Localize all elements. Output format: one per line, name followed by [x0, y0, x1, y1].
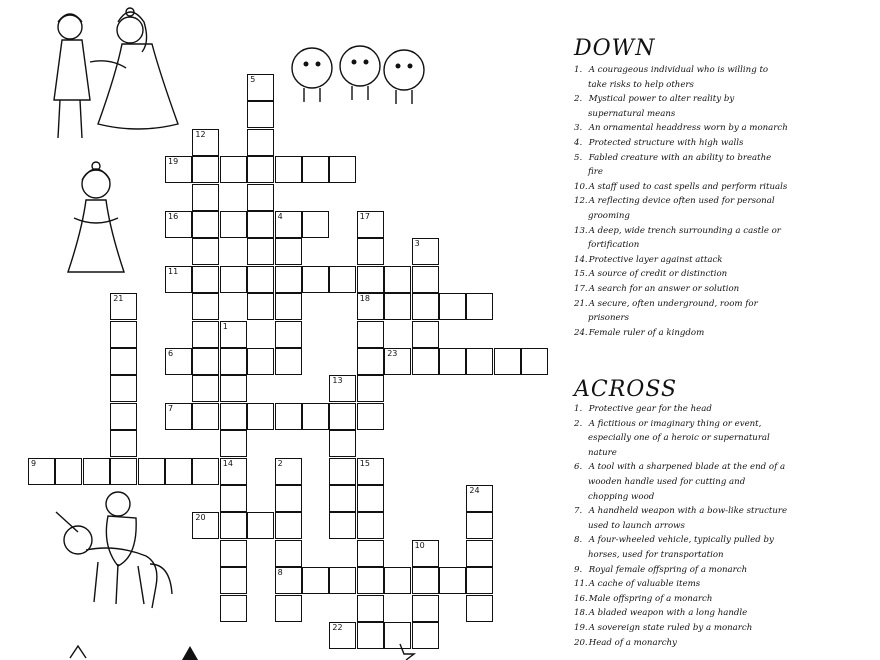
clue-text: A bladed weapon with a long handle: [586, 608, 748, 619]
grid-cell[interactable]: [220, 512, 247, 539]
grid-cell[interactable]: [384, 293, 411, 320]
grid-cell[interactable]: [55, 458, 82, 485]
grid-cell[interactable]: [220, 375, 247, 402]
clue-number: 3.: [574, 123, 583, 134]
across-clue: [574, 592, 788, 607]
across-clue: [574, 417, 788, 461]
across-clue: [574, 636, 788, 651]
clue-number: 2.: [574, 418, 583, 429]
clue-text: Protected structure with high walls: [586, 137, 744, 148]
down-clue: [574, 267, 788, 282]
grid-cell[interactable]: [192, 156, 219, 183]
grid-cell[interactable]: [329, 512, 356, 539]
clue-number: 8.: [574, 535, 583, 546]
bottom-decorations: [60, 640, 420, 660]
grid-cell[interactable]: [220, 321, 247, 348]
grid-cell[interactable]: [220, 485, 247, 512]
cell-number: 5: [250, 75, 256, 84]
clue-text: A four-wheeled vehicle, typically pulled by horses, used for transportation: [586, 535, 774, 560]
clue-number: 5.: [574, 152, 583, 163]
across-clue: [574, 606, 788, 621]
clue-number: 9.: [574, 564, 583, 575]
across-heading: ACROSS: [574, 377, 678, 402]
grid-cell[interactable]: [275, 512, 302, 539]
grid-cell[interactable]: [275, 403, 302, 430]
grid-cell[interactable]: [329, 403, 356, 430]
grid-cell[interactable]: [138, 458, 165, 485]
clue-text: Mystical power to alter reality by supernatural means: [586, 94, 735, 119]
clue-text: Protective layer against attack: [586, 254, 723, 265]
grid-cell[interactable]: [302, 211, 329, 238]
grid-cell[interactable]: [275, 238, 302, 265]
cell-number: 13: [332, 376, 343, 386]
grid-cell[interactable]: [466, 512, 493, 539]
grid-cell[interactable]: [357, 403, 384, 430]
grid-cell[interactable]: [357, 458, 384, 485]
grid-cell[interactable]: [357, 266, 384, 293]
grid-cell[interactable]: [220, 266, 247, 293]
grid-cell[interactable]: [357, 375, 384, 402]
clue-number: 12.: [574, 196, 588, 207]
unicorn-princess-illustration: [48, 484, 178, 614]
cell-number: 16: [168, 212, 179, 221]
grid-cell[interactable]: [521, 348, 548, 375]
grid-cell[interactable]: [220, 403, 247, 430]
down-clue: [574, 136, 788, 151]
grid-cell[interactable]: [110, 348, 137, 375]
grid-cell[interactable]: [357, 595, 384, 622]
grid-cell[interactable]: [110, 293, 137, 320]
clue-text: Fabled creature with an ability to breathe fire: [586, 152, 772, 178]
cell-number: 14: [222, 458, 233, 468]
across-clue: [574, 563, 788, 578]
grid-cell[interactable]: [165, 403, 192, 430]
clue-number: 1.: [574, 404, 583, 414]
grid-cell[interactable]: [110, 458, 137, 485]
clue-number: 15.: [574, 269, 588, 280]
down-clue: [574, 253, 788, 268]
grid-cell[interactable]: [412, 238, 439, 265]
grid-cell[interactable]: [329, 266, 356, 293]
grid-cell[interactable]: [439, 293, 466, 320]
clue-number: 16.: [574, 593, 588, 604]
clue-text: A tool with a sharpened blade at the end of a wooden handle used for cutting and chopping wood: [586, 462, 786, 502]
grid-cell[interactable]: [247, 266, 274, 293]
clue-number: 18.: [574, 608, 588, 619]
cell-number: 19: [168, 157, 179, 167]
grid-cell[interactable]: [357, 512, 384, 539]
clue-text: A reflecting device often used for personal grooming: [586, 196, 775, 221]
grid-cell[interactable]: [329, 430, 356, 457]
grid-cell[interactable]: [192, 403, 219, 430]
down-heading: DOWN: [574, 36, 656, 61]
grid-cell[interactable]: [384, 348, 411, 375]
cell-number: 7: [168, 403, 174, 413]
grid-cell[interactable]: [83, 458, 110, 485]
grid-cell[interactable]: [247, 211, 274, 238]
grid-cell[interactable]: [220, 211, 247, 238]
grid-cell[interactable]: [412, 293, 439, 320]
cell-number: 1: [222, 321, 228, 331]
clue-number: 10.: [574, 181, 588, 192]
grid-cell[interactable]: [165, 211, 192, 238]
down-clue: [574, 180, 788, 195]
clue-number: 24.: [574, 327, 588, 338]
cell-number: 8: [277, 568, 283, 578]
grid-cell[interactable]: [275, 458, 302, 485]
grid-cell[interactable]: [439, 348, 466, 375]
grid-cell[interactable]: [275, 567, 302, 594]
clue-text: A fictitious or imaginary thing or event, especially one of a heroic or supernatural nature: [586, 418, 770, 458]
clue-number: 4.: [574, 137, 583, 148]
cell-number: 17: [359, 212, 370, 221]
princess-illustration: [64, 158, 128, 283]
grid-cell[interactable]: [412, 321, 439, 348]
down-clue: [574, 63, 788, 92]
grid-cell[interactable]: [247, 348, 274, 375]
clue-text: Male offspring of a monarch: [586, 593, 713, 604]
grid-cell[interactable]: [329, 485, 356, 512]
across-clue: [574, 504, 788, 533]
clue-number: 14.: [574, 254, 588, 265]
grid-cell[interactable]: [357, 567, 384, 594]
grid-cell[interactable]: [466, 485, 493, 512]
grid-cell[interactable]: [165, 458, 192, 485]
grid-cell[interactable]: [329, 567, 356, 594]
grid-cell[interactable]: [247, 184, 274, 211]
across-clue: [574, 621, 788, 636]
grid-cell[interactable]: [192, 238, 219, 265]
grid-cell[interactable]: [220, 567, 247, 594]
clue-number: 13.: [574, 225, 588, 236]
across-clue-list: [574, 402, 874, 650]
grid-cell[interactable]: [357, 293, 384, 320]
down-clue-list: [574, 63, 874, 340]
grid-cell[interactable]: [275, 321, 302, 348]
grid-cell[interactable]: [247, 293, 274, 320]
grid-cell[interactable]: [357, 211, 384, 238]
grid-cell[interactable]: [110, 375, 137, 402]
clue-text: Head of a monarchy: [586, 637, 677, 648]
grid-cell[interactable]: [275, 211, 302, 238]
grid-cell[interactable]: [466, 293, 493, 320]
grid-cell[interactable]: [275, 540, 302, 567]
grid-cell[interactable]: [302, 156, 329, 183]
grid-cell[interactable]: [466, 567, 493, 594]
down-clue: [574, 297, 788, 326]
cell-number: 23: [387, 349, 398, 358]
clue-text: Female ruler of a kingdom: [586, 327, 705, 338]
grid-cell[interactable]: [275, 293, 302, 320]
grid-cell[interactable]: [192, 375, 219, 402]
grid-cell[interactable]: [466, 540, 493, 567]
grid-cell[interactable]: [192, 129, 219, 156]
clue-text: Royal female offspring of a monarch: [586, 564, 748, 575]
clue-text: A sovereign state ruled by a monarch: [586, 622, 753, 633]
grid-cell[interactable]: [247, 512, 274, 539]
clue-text: An ornamental headdress worn by a monarch: [586, 123, 788, 134]
grid-cell[interactable]: [110, 321, 137, 348]
cell-number: 15: [359, 458, 370, 468]
down-clues: [574, 36, 874, 340]
grid-cell[interactable]: [412, 266, 439, 293]
cell-number: 21: [113, 294, 124, 304]
grid-cell[interactable]: [357, 348, 384, 375]
down-clue: [574, 326, 788, 341]
grid-cell[interactable]: [220, 595, 247, 622]
grid-cell[interactable]: [329, 375, 356, 402]
grid-cell[interactable]: [329, 156, 356, 183]
clue-text: A handheld weapon with a bow-like structure used to launch arrows: [586, 506, 788, 531]
grid-cell[interactable]: [110, 403, 137, 430]
grid-cell[interactable]: [192, 211, 219, 238]
clue-text: A deep, wide trench surrounding a castle or fortification: [586, 225, 781, 251]
down-clue: [574, 92, 788, 121]
grid-cell[interactable]: [439, 567, 466, 594]
grid-cell[interactable]: [412, 595, 439, 622]
down-clue: [574, 282, 788, 297]
clue-text: A source of credit or distinction: [586, 269, 728, 280]
grid-cell[interactable]: [275, 156, 302, 183]
cell-number: 9: [31, 458, 37, 468]
grid-cell[interactable]: [220, 348, 247, 375]
chicks-illustration: [282, 36, 437, 111]
grid-cell[interactable]: [329, 458, 356, 485]
across-clues: [574, 377, 874, 650]
clue-text: A cache of valuable items: [586, 579, 701, 590]
clue-number: 19.: [574, 622, 588, 633]
grid-cell[interactable]: [302, 403, 329, 430]
down-clue: [574, 151, 788, 180]
grid-cell[interactable]: [192, 458, 219, 485]
grid-cell[interactable]: [275, 595, 302, 622]
across-clue: [574, 533, 788, 562]
clue-number: 2.: [574, 94, 583, 105]
clue-text: A secure, often underground, room for prisoners: [586, 298, 758, 324]
cell-number: 22: [332, 623, 343, 632]
grid-cell[interactable]: [247, 403, 274, 430]
clue-number: 17.: [574, 283, 588, 294]
grid-cell[interactable]: [110, 430, 137, 457]
grid-cell[interactable]: [384, 567, 411, 594]
cell-number: 10: [414, 540, 425, 550]
clue-number: 7.: [574, 506, 583, 517]
grid-cell[interactable]: [275, 266, 302, 293]
down-clue: [574, 121, 788, 136]
cell-number: 11: [168, 266, 179, 276]
clue-number: 1.: [574, 65, 583, 75]
cell-number: 3: [414, 239, 420, 249]
grid-cell[interactable]: [494, 348, 521, 375]
down-clue: [574, 194, 788, 223]
grid-cell[interactable]: [247, 156, 274, 183]
grid-cell[interactable]: [275, 485, 302, 512]
cell-number: 20: [195, 513, 206, 523]
cell-number: 6: [168, 349, 174, 358]
grid-cell[interactable]: [220, 540, 247, 567]
grid-cell[interactable]: [412, 540, 439, 567]
grid-cell[interactable]: [466, 348, 493, 375]
grid-cell[interactable]: [192, 348, 219, 375]
grid-cell[interactable]: [247, 238, 274, 265]
clue-number: 11.: [574, 579, 588, 590]
across-clue: [574, 402, 788, 417]
grid-cell[interactable]: [165, 156, 192, 183]
clue-text: A staff used to cast spells and perform rituals: [586, 181, 788, 192]
grid-cell[interactable]: [192, 184, 219, 211]
grid-cell[interactable]: [302, 266, 329, 293]
grid-cell[interactable]: [357, 540, 384, 567]
grid-cell[interactable]: [357, 238, 384, 265]
grid-cell[interactable]: [165, 266, 192, 293]
grid-cell[interactable]: [192, 321, 219, 348]
grid-cell[interactable]: [28, 458, 55, 485]
grid-cell[interactable]: [220, 430, 247, 457]
across-clue: [574, 460, 788, 504]
grid-cell[interactable]: [357, 321, 384, 348]
grid-cell[interactable]: [247, 74, 274, 101]
cell-number: 4: [277, 212, 283, 221]
grid-cell[interactable]: [412, 348, 439, 375]
grid-cell[interactable]: [165, 348, 192, 375]
down-clue: [574, 224, 788, 253]
clue-text: Protective gear for the head: [586, 404, 712, 414]
cell-number: 12: [195, 129, 206, 139]
across-clue: [574, 577, 788, 592]
grid-cell[interactable]: [192, 266, 219, 293]
grid-cell[interactable]: [192, 293, 219, 320]
grid-cell[interactable]: [357, 485, 384, 512]
grid-cell[interactable]: [220, 458, 247, 485]
cell-number: 18: [359, 294, 370, 304]
clue-number: 6.: [574, 462, 583, 473]
clue-number: 21.: [574, 298, 588, 309]
cell-number: 24: [469, 486, 480, 495]
grid-cell[interactable]: [220, 156, 247, 183]
grid-cell[interactable]: [192, 512, 219, 539]
grid-cell[interactable]: [247, 101, 274, 128]
grid-cell[interactable]: [247, 129, 274, 156]
clue-text: A search for an answer or solution: [586, 283, 740, 294]
clue-text: A courageous individual who is willing to take risks to help others: [586, 65, 769, 90]
grid-cell[interactable]: [275, 348, 302, 375]
grid-cell[interactable]: [384, 266, 411, 293]
grid-cell[interactable]: [412, 567, 439, 594]
prince-princess-illustration: [30, 2, 190, 147]
cell-number: 2: [277, 458, 283, 468]
clue-number: 20.: [574, 637, 588, 648]
grid-cell[interactable]: [466, 595, 493, 622]
grid-cell[interactable]: [302, 567, 329, 594]
